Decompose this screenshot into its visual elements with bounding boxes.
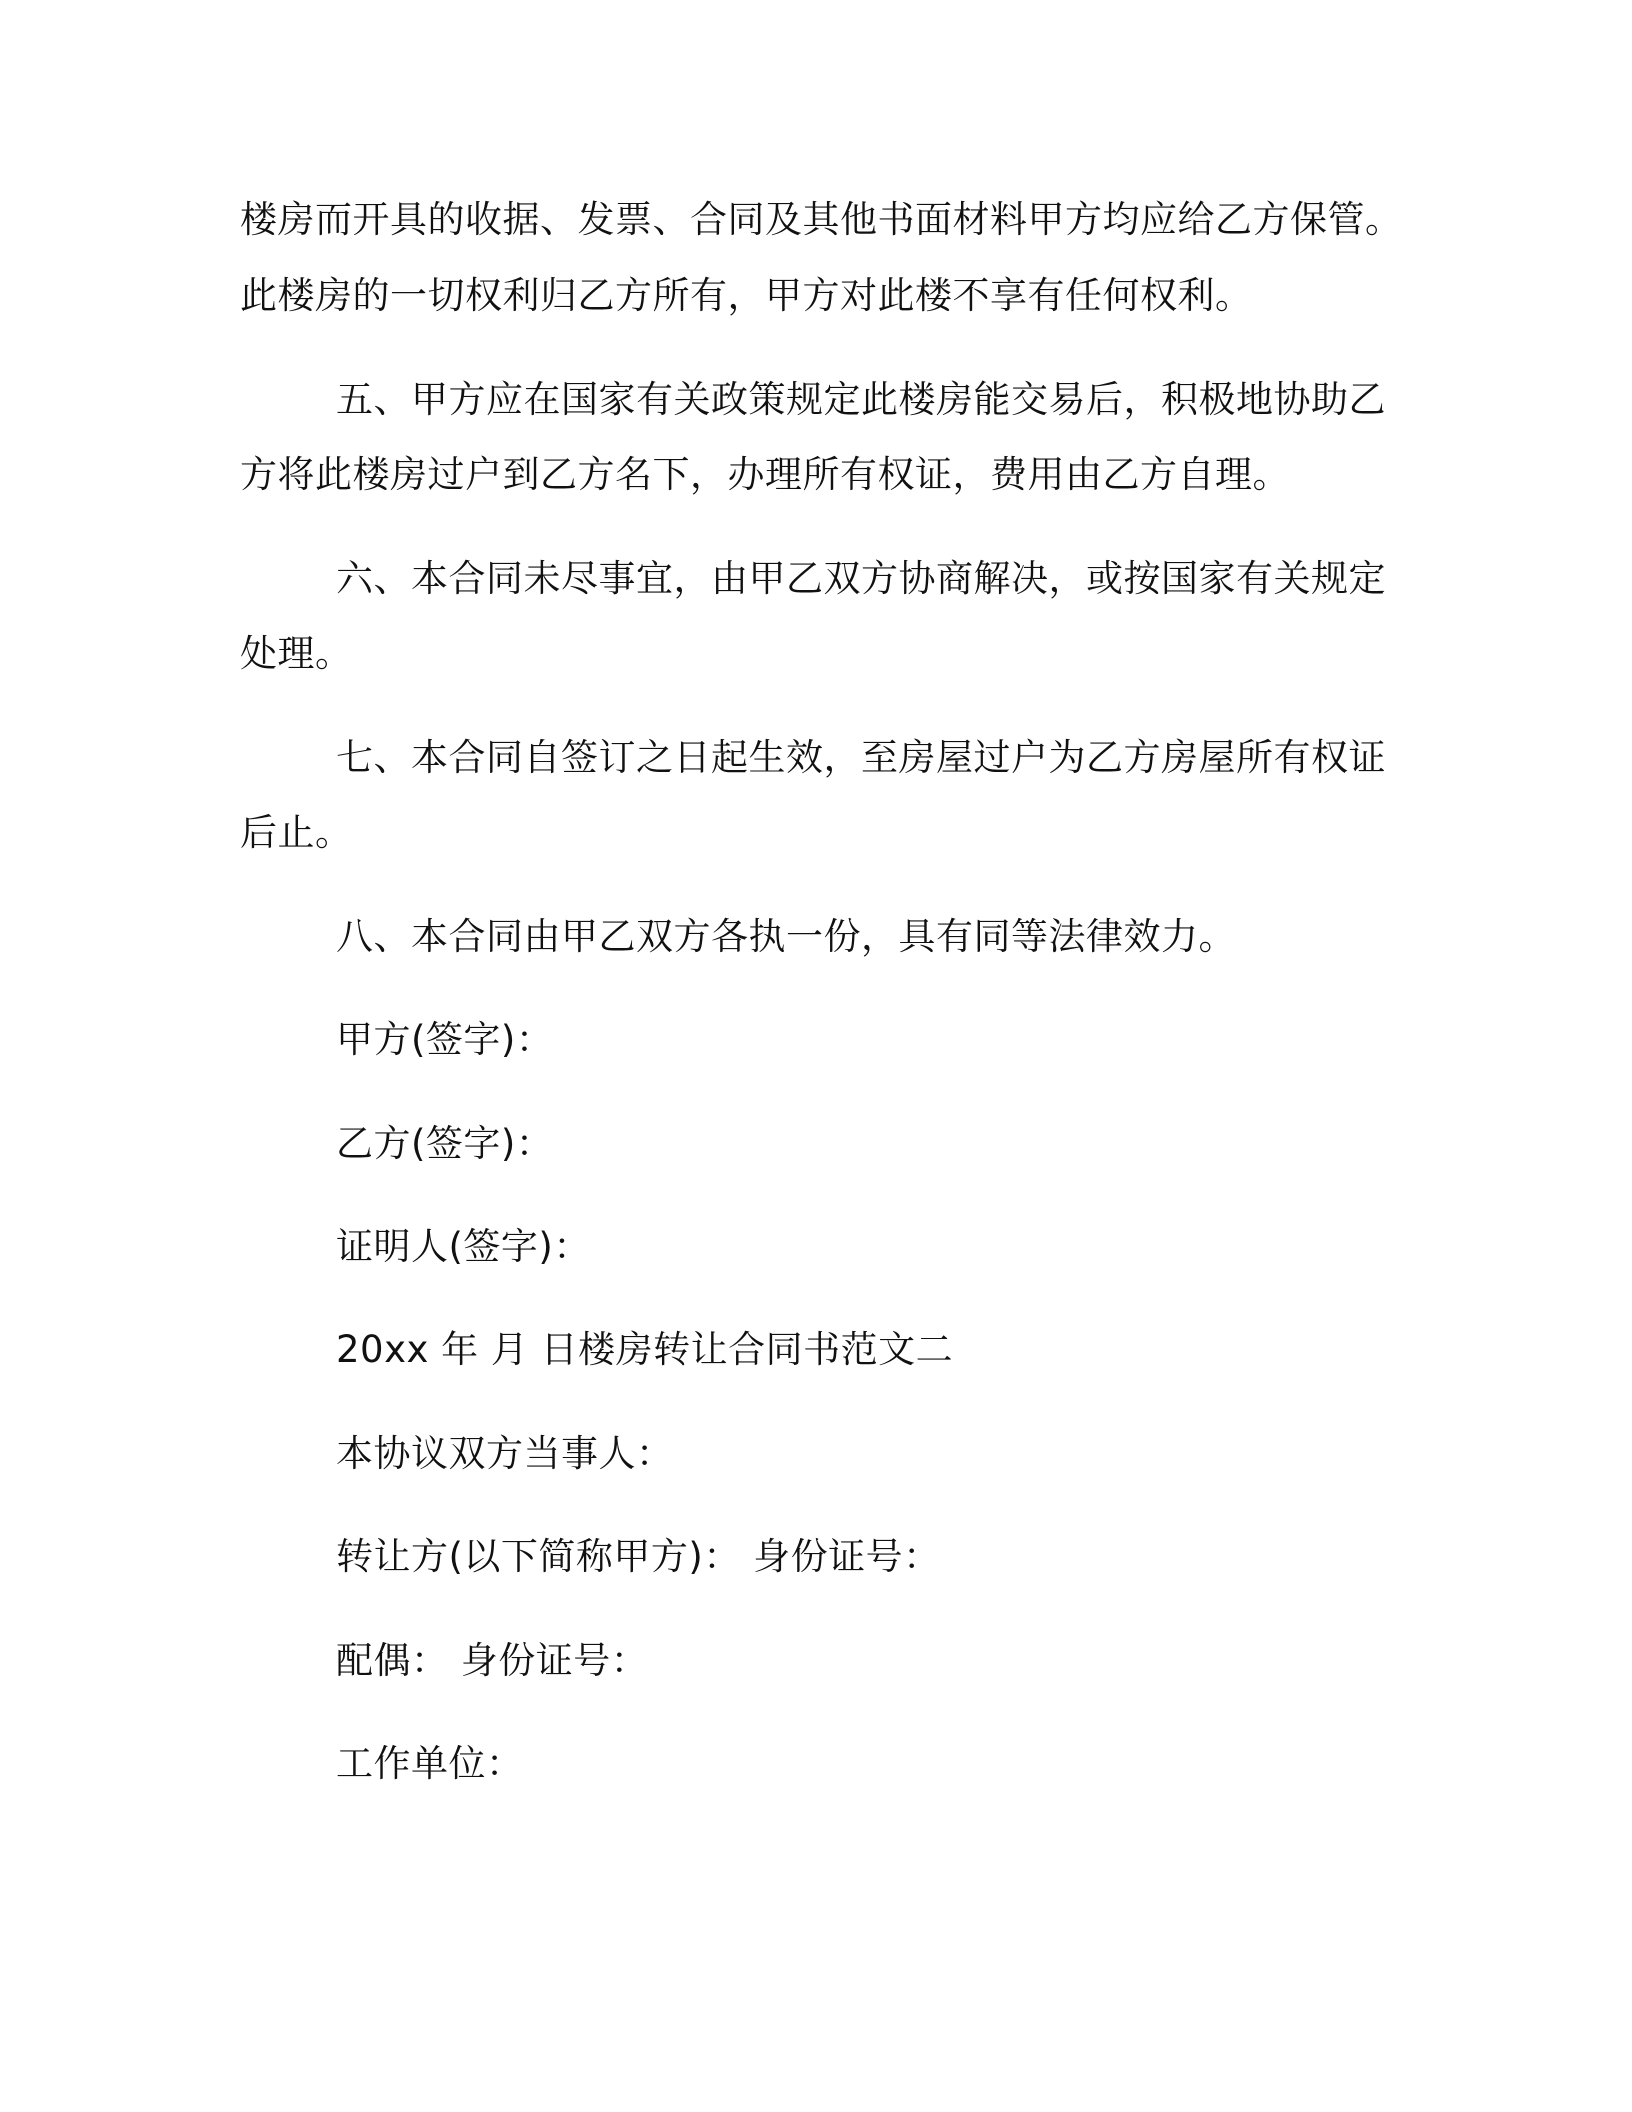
transferor-line: 转让方(以下简称甲方)： 身份证号： bbox=[336, 1535, 941, 1578]
spouse-line: 配偶： 身份证号： bbox=[336, 1639, 649, 1682]
clause-7-line-2: 后止。 bbox=[240, 811, 353, 854]
witness-signature: 证明人(签字)： bbox=[336, 1225, 591, 1268]
parties-heading: 本协议双方当事人： bbox=[336, 1432, 674, 1475]
party-a-signature: 甲方(签字)： bbox=[336, 1018, 554, 1061]
date-and-title-line: 20xx 年 月 日楼房转让合同书范文二 bbox=[336, 1328, 954, 1371]
clause-5-line-1: 五、甲方应在国家有关政策规定此楼房能交易后，积极地协助乙 bbox=[336, 378, 1386, 421]
workplace-line: 工作单位： bbox=[336, 1742, 524, 1785]
clause-6-line-2: 处理。 bbox=[240, 632, 353, 675]
clause-8: 八、本合同由甲乙双方各执一份，具有同等法律效力。 bbox=[336, 915, 1236, 958]
clause-7-line-1: 七、本合同自签订之日起生效，至房屋过户为乙方房屋所有权证 bbox=[336, 736, 1386, 779]
paragraph-4-continued-line-2: 此楼房的一切权利归乙方所有，甲方对此楼不享有任何权利。 bbox=[240, 274, 1253, 317]
paragraph-4-continued-line-1: 楼房而开具的收据、发票、合同及其他书面材料甲方均应给乙方保管。 bbox=[240, 198, 1403, 241]
party-b-signature: 乙方(签字)： bbox=[336, 1122, 554, 1165]
clause-6-line-1: 六、本合同未尽事宜，由甲乙双方协商解决，或按国家有关规定 bbox=[336, 557, 1386, 600]
clause-5-line-2: 方将此楼房过户到乙方名下，办理所有权证，费用由乙方自理。 bbox=[240, 453, 1290, 496]
